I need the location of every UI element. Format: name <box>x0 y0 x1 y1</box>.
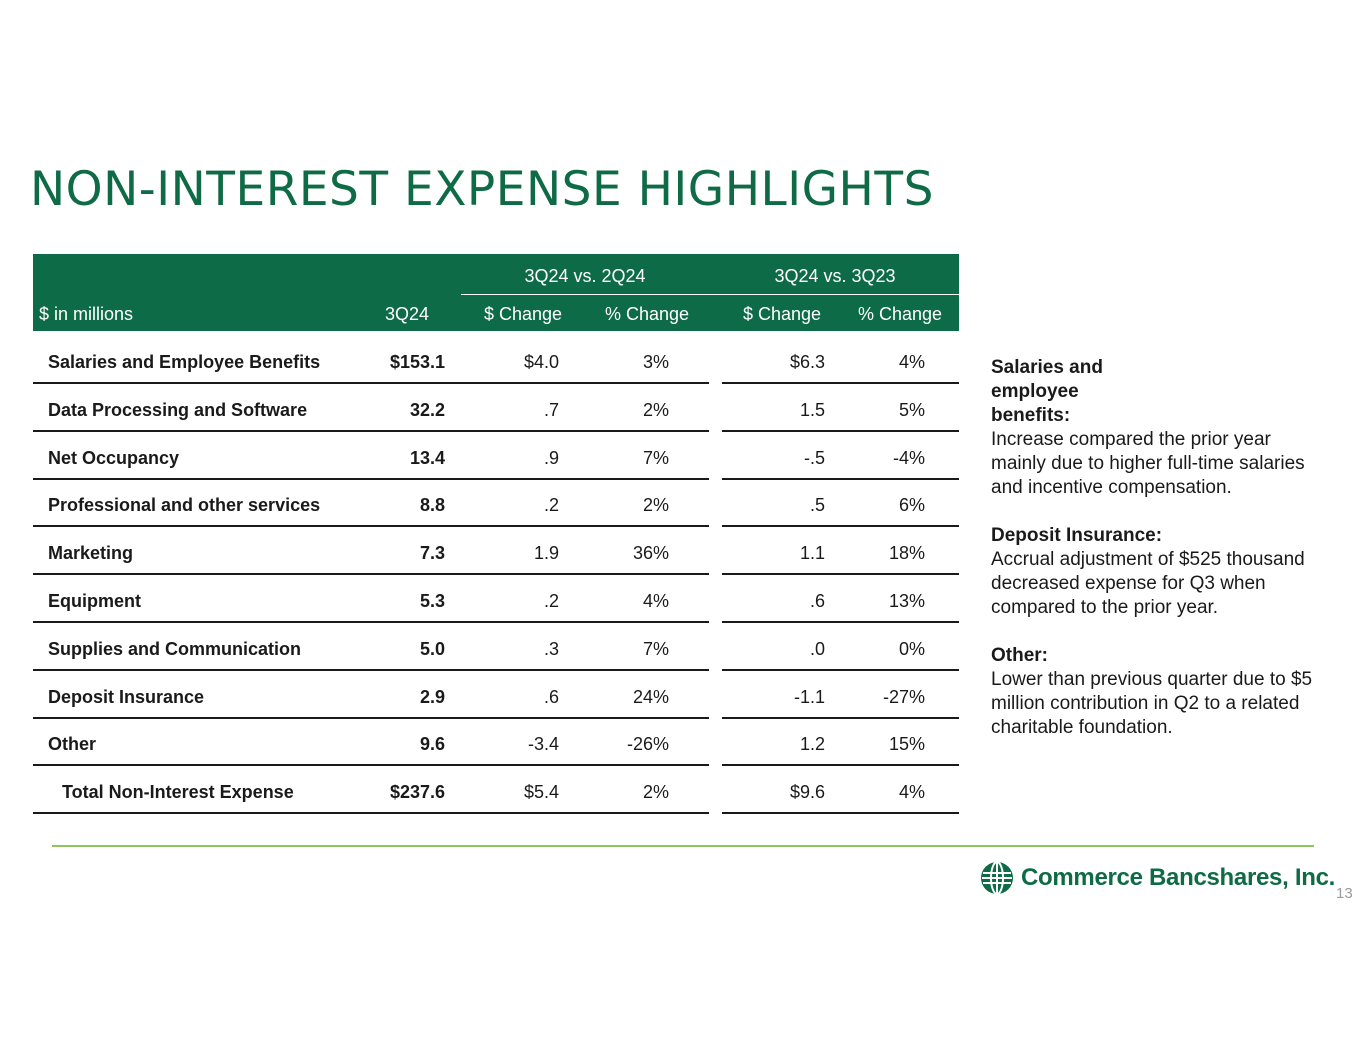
pct-change-vs-2q24: 2% <box>642 782 669 803</box>
pct-change-vs-2q24: 2% <box>642 495 669 516</box>
pct-change-vs-2q24: 4% <box>642 591 669 611</box>
row-label: Supplies and Communication <box>48 638 302 659</box>
group-header-vs-2q24: 3Q24 vs. 2Q24 <box>524 266 646 286</box>
col-header-dollar-change: $ Change <box>483 304 563 324</box>
note-other <box>991 644 1321 740</box>
dollar-change-vs-3q23: -1.1 <box>793 686 825 707</box>
value-3q24: 13.4 <box>409 447 445 468</box>
dollar-change-vs-3q23: -.5 <box>803 447 825 468</box>
row-label: Other <box>48 734 97 755</box>
value-3q24: 32.2 <box>409 399 445 420</box>
dollar-change-vs-3q23: 1.5 <box>799 399 825 420</box>
row-label: Data Processing and Software <box>48 399 308 420</box>
value-3q24: 9.6 <box>419 734 445 755</box>
pct-change-vs-2q24: 7% <box>642 447 669 468</box>
col-header-pct-change: % Change <box>604 304 690 324</box>
pct-change-vs-2q24: 3% <box>642 352 669 372</box>
page-number: 13 <box>1336 885 1353 902</box>
pct-change-vs-3q23: 13% <box>888 591 925 611</box>
note-heading: Deposit Insurance: <box>991 525 1163 546</box>
units-label: $ in millions <box>39 304 134 324</box>
row-label: Equipment <box>48 591 141 611</box>
row-divider <box>33 812 709 814</box>
dollar-change-vs-3q23: .5 <box>809 495 825 516</box>
pct-change-vs-2q24: 7% <box>642 638 669 659</box>
dollar-change-vs-3q23: .6 <box>809 591 825 611</box>
col-header-3q24: 3Q24 <box>385 304 430 324</box>
table-header <box>33 254 959 331</box>
dollar-change-vs-3q23: $6.3 <box>789 352 825 372</box>
dollar-change-vs-3q23: $9.6 <box>789 782 825 803</box>
dollar-change-vs-3q23: .0 <box>809 638 825 659</box>
note-salaries <box>991 356 1321 500</box>
row-label: Total Non-Interest Expense <box>62 782 294 803</box>
commentary <box>991 356 1321 764</box>
dollar-change-vs-2q24: .7 <box>543 399 559 420</box>
pct-change-vs-3q23: 4% <box>898 782 925 803</box>
dollar-change-vs-2q24: -3.4 <box>527 734 559 755</box>
company-logo <box>979 860 1335 896</box>
pct-change-vs-3q23: 0% <box>898 638 925 659</box>
dollar-change-vs-2q24: 1.9 <box>533 543 559 564</box>
note-heading: Other: <box>991 645 1048 666</box>
col-header-pct-change: % Change <box>857 304 943 324</box>
pct-change-vs-3q23: 6% <box>898 495 925 516</box>
globe-icon <box>979 860 1015 896</box>
pct-change-vs-3q23: -27% <box>882 686 925 707</box>
pct-change-vs-2q24: 2% <box>642 399 669 420</box>
table-total-row <box>0 766 1365 814</box>
dollar-change-vs-2q24: .9 <box>543 447 559 468</box>
row-label: Marketing <box>48 543 134 564</box>
row-label: Net Occupancy <box>48 447 180 468</box>
value-3q24: $153.1 <box>389 352 445 372</box>
logo-text: Commerce Bancshares, Inc. <box>1021 864 1335 891</box>
col-header-dollar-change: $ Change <box>742 304 822 324</box>
note-body: Accrual adjustment of $525 thousand decreased expense for Q3 when compared to the prior year. <box>991 549 1305 618</box>
footer-divider <box>52 845 1314 847</box>
row-divider <box>722 812 959 814</box>
value-3q24: 7.3 <box>419 543 445 564</box>
pct-change-vs-3q23: 4% <box>898 352 925 372</box>
row-label: Professional and other services <box>48 495 321 516</box>
value-3q24: $237.6 <box>389 782 445 803</box>
value-3q24: 2.9 <box>419 686 445 707</box>
dollar-change-vs-2q24: .3 <box>543 638 559 659</box>
group-underline <box>461 294 709 295</box>
page-title: NON-INTEREST EXPENSE HIGHLIGHTS <box>30 162 934 217</box>
pct-change-vs-3q23: 15% <box>888 734 925 755</box>
value-3q24: 5.0 <box>419 638 445 659</box>
pct-change-vs-3q23: 5% <box>898 399 925 420</box>
pct-change-vs-3q23: 18% <box>888 543 925 564</box>
dollar-change-vs-3q23: 1.2 <box>799 734 825 755</box>
dollar-change-vs-2q24: .2 <box>543 495 559 516</box>
pct-change-vs-3q23: -4% <box>892 447 925 468</box>
dollar-change-vs-3q23: 1.1 <box>799 543 825 564</box>
row-label: Deposit Insurance <box>48 686 205 707</box>
dollar-change-vs-2q24: $4.0 <box>523 352 559 372</box>
pct-change-vs-2q24: 36% <box>632 543 669 564</box>
pct-change-vs-2q24: -26% <box>626 734 669 755</box>
value-3q24: 8.8 <box>419 495 445 516</box>
group-header-vs-3q23: 3Q24 vs. 3Q23 <box>774 266 896 286</box>
pct-change-vs-2q24: 24% <box>632 686 669 707</box>
group-underline <box>709 294 959 295</box>
dollar-change-vs-2q24: .2 <box>543 591 559 611</box>
dollar-change-vs-2q24: $5.4 <box>523 782 559 803</box>
dollar-change-vs-2q24: .6 <box>543 686 559 707</box>
row-label: Salaries and Employee Benefits <box>48 352 321 372</box>
note-deposit-insurance <box>991 524 1321 620</box>
value-3q24: 5.3 <box>419 591 445 611</box>
note-body: Increase compared the prior year mainly due to higher full-time salaries and incentive compensation. <box>991 429 1305 498</box>
note-body: Lower than previous quarter due to $5 million contribution in Q2 to a related charitable foundation. <box>991 669 1313 738</box>
note-heading: Salaries and employee benefits: <box>991 357 1103 426</box>
